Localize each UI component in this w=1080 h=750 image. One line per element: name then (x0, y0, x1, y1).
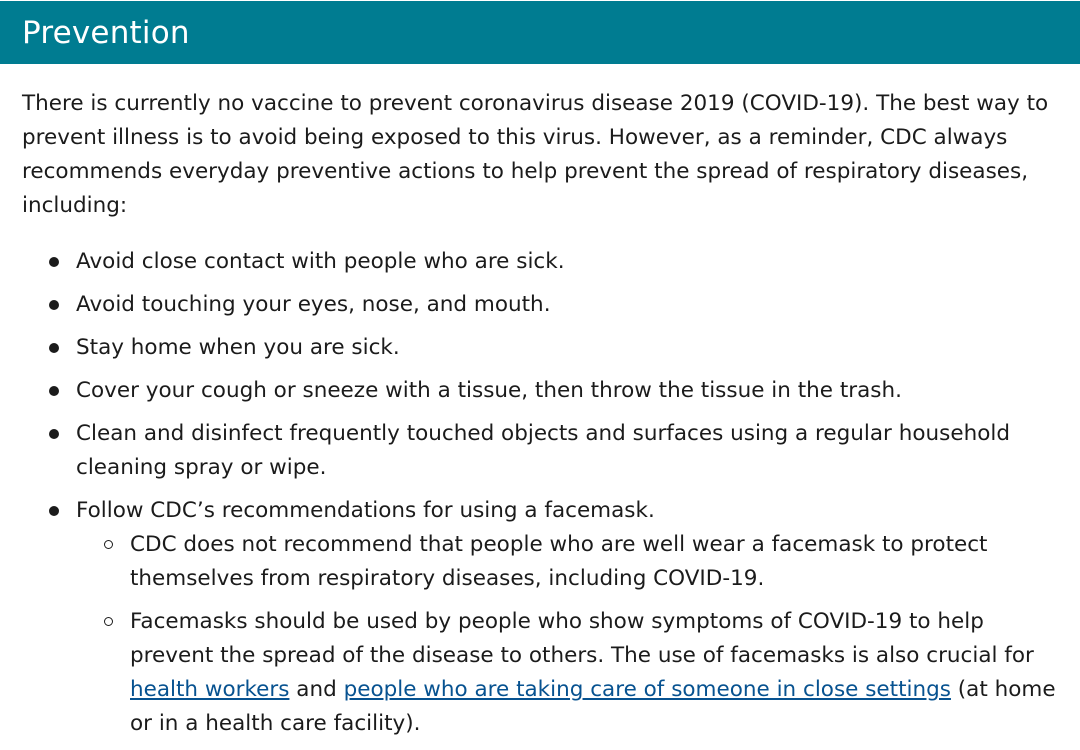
sublist-item (76, 605, 1062, 741)
list-item (22, 417, 1062, 485)
sublist-item-text: CDC does not recommend that people who are well wear a facemask to protect themselves from respiratory diseases, including COVID-19. (130, 532, 988, 591)
sublist-text-segment: Facemasks should be used by people who show symptoms of COVID-19 to help prevent the spread of the disease to others. The use of facemasks is also crucial for (130, 609, 1034, 668)
facemask-sublist (76, 528, 1062, 741)
sublist-text-segment: (at home or in a health care facility). (130, 677, 1056, 736)
bullet-icon (49, 429, 59, 439)
list-item (22, 245, 1062, 279)
bullet-icon (49, 343, 59, 353)
intro-paragraph: There is currently no vaccine to prevent coronavirus disease 2019 (COVID-19). The best way to prevent illness is to avoid being exposed to this virus. However, as a reminder, CDC always recommends everyday preventive actions to help prevent the spread of respiratory diseases, including: (22, 91, 1049, 218)
list-item (22, 331, 1062, 365)
section-title: Prevention (22, 15, 190, 51)
bullet-icon (49, 506, 59, 516)
caregivers-link[interactable]: people who are taking care of someone in close settings (343, 677, 951, 702)
bullet-icon (49, 386, 59, 396)
list-item-text: Follow CDC’s recommendations for using a facemask. (76, 498, 655, 523)
bullet-icon (49, 300, 59, 310)
sublist-item (76, 528, 1062, 596)
list-item (22, 288, 1062, 322)
list-item-text: Stay home when you are sick. (76, 335, 400, 360)
circle-bullet-icon (104, 540, 113, 549)
list-item (22, 374, 1062, 408)
bullet-icon (49, 257, 59, 267)
list-item-facemask (22, 494, 1062, 741)
health-workers-link[interactable]: health workers (130, 677, 290, 702)
list-item-text: Cover your cough or sneeze with a tissue, then throw the tissue in the trash. (76, 378, 902, 403)
list-item-text: Avoid touching your eyes, nose, and mouth. (76, 292, 551, 317)
list-item-text: Clean and disinfect frequently touched objects and surfaces using a regular household cleaning spray or wipe. (76, 421, 1010, 480)
prevention-actions-list (22, 245, 1062, 741)
section-content (22, 87, 1062, 750)
circle-bullet-icon (104, 617, 113, 626)
section-header (0, 1, 1080, 64)
sublist-text-segment: and (289, 677, 344, 702)
list-item-text: Avoid close contact with people who are sick. (76, 249, 565, 274)
